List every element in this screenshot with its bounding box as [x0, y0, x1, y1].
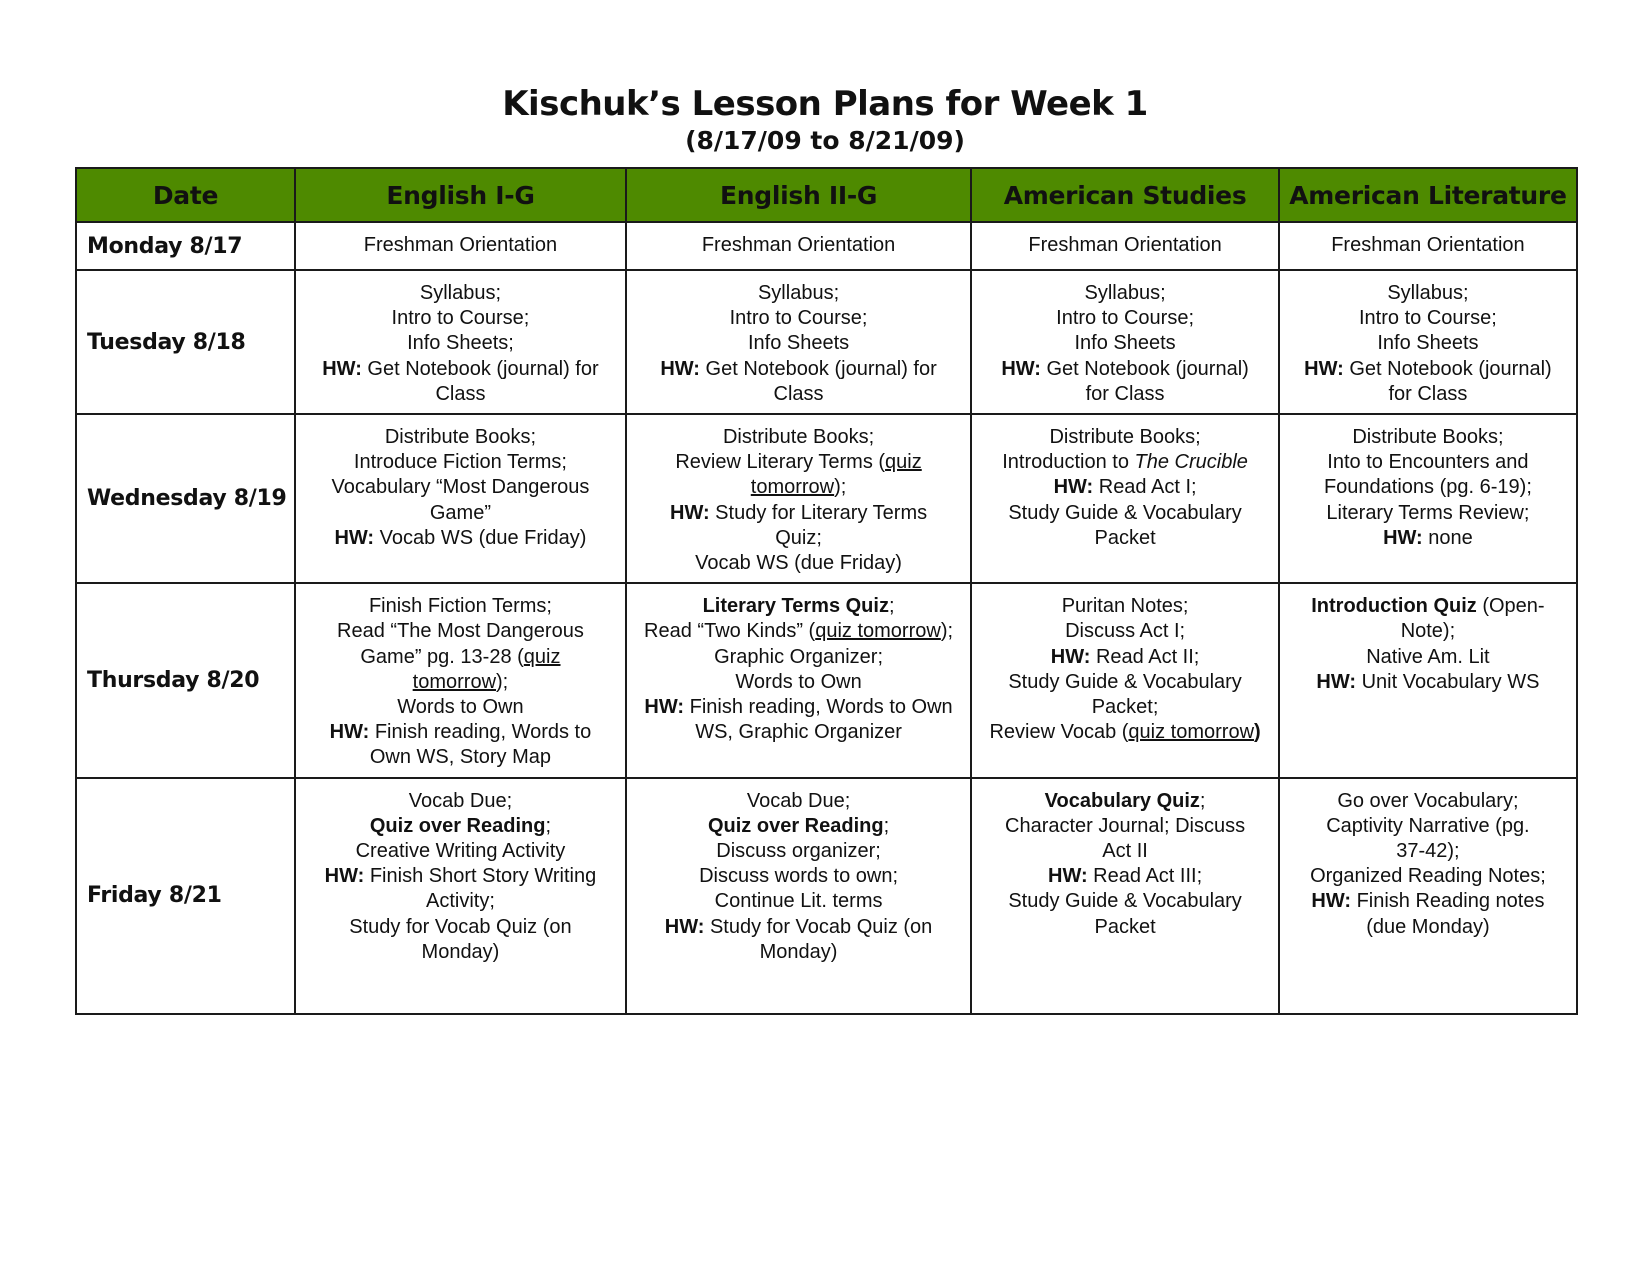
text-run: Get Notebook (journal)	[1343, 357, 1552, 380]
cell-line	[304, 789, 617, 814]
day-label: Wednesday 8/19	[76, 414, 295, 583]
cell-american-literature	[1279, 583, 1577, 777]
text-run: for Class	[1388, 382, 1468, 405]
cell-line	[304, 889, 617, 914]
text-run: Syllabus;	[757, 282, 840, 304]
text-run: Note);	[1400, 620, 1456, 643]
cell-line	[635, 526, 962, 551]
text-run: Syllabus;	[1387, 282, 1469, 304]
bold-text: )	[1254, 721, 1261, 744]
cell-line	[304, 501, 617, 526]
bold-text: HW:	[334, 526, 375, 549]
cell-line	[304, 331, 617, 356]
cell-line	[980, 889, 1270, 914]
bold-text: HW:	[1048, 865, 1088, 888]
text-run: Get Notebook (journal) for	[361, 357, 599, 380]
cell-line	[1288, 233, 1568, 258]
table-row-thursday	[76, 583, 1577, 777]
title-block	[0, 82, 1650, 156]
text-run: Captivity Narrative (pg.	[1326, 814, 1530, 837]
cell-line	[1288, 789, 1568, 814]
cell-line	[980, 382, 1270, 407]
text-run: Vocab Due;	[746, 789, 851, 812]
text-run: ;	[888, 595, 895, 618]
cell-line	[635, 670, 962, 695]
cell-line	[635, 450, 962, 475]
cell-line	[635, 645, 962, 670]
text-run: Into to Encounters and	[1327, 451, 1529, 474]
cell-american-literature	[1279, 270, 1577, 414]
cell-line	[635, 475, 962, 500]
bold-text: HW:	[670, 501, 710, 524]
text-run: );	[496, 670, 509, 693]
bold-text: HW:	[329, 721, 370, 744]
day-label: Tuesday 8/18	[76, 270, 295, 414]
text-run: Vocab WS (due Friday)	[374, 526, 587, 549]
text-run: ;	[883, 814, 890, 837]
cell-line	[304, 814, 617, 839]
text-run: Finish Fiction Terms;	[368, 595, 552, 618]
cell-line	[304, 526, 617, 551]
text-run: Distribute Books;	[1049, 426, 1201, 449]
page-subtitle: (8/17/09 to 8/21/09)	[685, 126, 965, 155]
cell-line	[304, 670, 617, 695]
text-run: Review Vocab (	[989, 721, 1129, 744]
text-run: Organized Reading Notes;	[1310, 865, 1546, 888]
bold-text: HW:	[1383, 526, 1423, 549]
text-run: Distribute Books;	[1352, 426, 1504, 449]
underlined-text: tomorrow	[750, 476, 835, 499]
table-row-tuesday	[76, 270, 1577, 414]
cell-line	[980, 915, 1270, 940]
cell-line	[980, 475, 1270, 500]
text-run: Monday)	[759, 940, 838, 963]
text-run: Syllabus;	[419, 282, 502, 304]
text-run: Activity;	[425, 890, 495, 913]
cell-line	[1288, 475, 1568, 500]
cell-line	[980, 357, 1270, 382]
cell-line	[980, 864, 1270, 889]
column-header-american-literature: American Literature	[1279, 168, 1577, 222]
cell-english-1g	[295, 778, 626, 1014]
text-run: Intro to Course;	[729, 307, 868, 330]
cell-line	[635, 789, 962, 814]
cell-line	[635, 839, 962, 864]
text-run: (due Monday)	[1366, 915, 1490, 938]
bold-text: HW:	[660, 357, 700, 380]
text-run: Game” pg. 13-28 (	[360, 645, 524, 668]
bold-text: Introduction Quiz	[1311, 595, 1477, 618]
text-run: Read “Two Kinds” (	[644, 620, 816, 643]
text-run: Discuss Act I;	[1065, 620, 1186, 643]
cell-line	[980, 839, 1270, 864]
text-run: Words to Own	[735, 670, 862, 693]
bold-text: Quiz over Reading	[369, 814, 546, 837]
text-run: Native Am. Lit	[1366, 645, 1490, 668]
cell-american-studies	[971, 222, 1279, 270]
text-run: Study for Literary Terms	[709, 501, 928, 524]
text-run: ;	[545, 814, 552, 837]
cell-american-studies	[971, 583, 1279, 777]
text-run: Freshman Orientation	[1331, 234, 1525, 257]
text-run: Read Act III;	[1087, 865, 1203, 888]
text-run: Introduce Fiction Terms;	[353, 451, 567, 474]
text-run: Quiz;	[775, 526, 822, 549]
cell-line	[304, 382, 617, 407]
text-run: Unit Vocabulary WS	[1356, 670, 1540, 693]
text-run: Discuss organizer;	[716, 840, 881, 863]
cell-line	[1288, 357, 1568, 382]
cell-line	[635, 501, 962, 526]
text-run: Study Guide & Vocabulary	[1008, 501, 1242, 524]
text-run: Creative Writing Activity	[355, 840, 566, 863]
column-header-english-1g: English I-G	[295, 168, 626, 222]
cell-line	[1288, 331, 1568, 356]
cell-line	[304, 720, 617, 745]
bold-text: Vocabulary Quiz	[1044, 789, 1200, 812]
cell-line	[1288, 839, 1568, 864]
text-run: Info Sheets;	[407, 332, 514, 355]
text-run: Finish reading, Words to Own	[684, 696, 953, 719]
bold-text: Quiz over Reading	[707, 814, 884, 837]
cell-line	[304, 745, 617, 770]
cell-english-2g	[626, 778, 971, 1014]
cell-american-studies	[971, 270, 1279, 414]
text-run: Intro to Course;	[1056, 307, 1194, 330]
text-run: Discuss words to own;	[699, 865, 899, 888]
text-run: Graphic Organizer;	[714, 645, 884, 668]
text-run: Study Guide & Vocabulary	[1008, 670, 1242, 693]
cell-line	[304, 233, 617, 258]
text-run: ;	[1199, 789, 1206, 812]
cell-line	[304, 450, 617, 475]
cell-line	[1288, 594, 1568, 619]
cell-line	[1288, 670, 1568, 695]
cell-line	[304, 915, 617, 940]
text-run: Vocab WS (due Friday)	[695, 552, 902, 575]
text-run: Read Act II;	[1090, 645, 1200, 668]
bold-text: HW:	[664, 915, 705, 938]
cell-line	[304, 357, 617, 382]
text-run: (Open-	[1476, 595, 1545, 618]
text-run: Introduction to	[1002, 451, 1135, 474]
cell-line	[304, 864, 617, 889]
lesson-plan-table	[75, 167, 1578, 1015]
header-row	[76, 168, 1577, 222]
cell-line	[980, 594, 1270, 619]
cell-line	[635, 940, 962, 965]
text-run: Packet	[1094, 915, 1156, 938]
cell-line	[304, 695, 617, 720]
cell-english-2g	[626, 583, 971, 777]
bold-text: HW:	[1311, 890, 1352, 913]
cell-line	[980, 814, 1270, 839]
cell-line	[635, 594, 962, 619]
cell-line	[635, 619, 962, 644]
day-label: Monday 8/17	[76, 222, 295, 270]
cell-line	[635, 425, 962, 450]
bold-text: HW:	[1050, 645, 1091, 668]
cell-line	[635, 281, 962, 306]
bold-text: Literary Terms Quiz	[702, 595, 889, 618]
text-run: Distribute Books;	[722, 426, 875, 449]
cell-line	[635, 814, 962, 839]
text-run: Intro to Course;	[391, 307, 530, 330]
cell-line	[980, 619, 1270, 644]
cell-line	[635, 720, 962, 745]
cell-line	[635, 864, 962, 889]
text-run: Own WS, Story Map	[369, 746, 552, 769]
cell-line	[635, 331, 962, 356]
column-header-english-2g: English II-G	[626, 168, 971, 222]
text-run: Info Sheets	[747, 332, 850, 355]
bold-text: HW:	[1304, 357, 1344, 380]
text-run: Foundations (pg. 6-19);	[1323, 476, 1532, 499]
text-run: Vocabulary “Most Dangerous	[331, 476, 590, 499]
cell-line	[980, 331, 1270, 356]
text-run: Distribute Books;	[384, 426, 537, 449]
cell-line	[1288, 425, 1568, 450]
cell-line	[980, 425, 1270, 450]
cell-american-literature	[1279, 222, 1577, 270]
bold-text: HW:	[644, 696, 685, 719]
column-header-american-studies: American Studies	[971, 168, 1279, 222]
cell-line	[304, 940, 617, 965]
cell-line	[304, 281, 617, 306]
text-run: Review Literary Terms (	[675, 451, 886, 474]
cell-line	[635, 306, 962, 331]
text-run: Finish Reading notes	[1351, 890, 1545, 913]
text-run: Freshman Orientation	[363, 234, 558, 257]
text-run: Monday)	[421, 940, 500, 963]
cell-line	[980, 670, 1270, 695]
underlined-text: quiz	[885, 451, 922, 474]
text-run: Freshman Orientation	[1028, 234, 1222, 257]
text-run: Study for Vocab Quiz (on	[349, 915, 572, 938]
cell-line	[980, 306, 1270, 331]
text-run: Intro to Course;	[1359, 307, 1497, 330]
text-run: Packet;	[1091, 696, 1159, 719]
cell-line	[1288, 889, 1568, 914]
text-run: Literary Terms Review;	[1326, 501, 1530, 524]
text-run: Info Sheets	[1377, 332, 1479, 355]
underlined-text: quiz tomorrow	[815, 620, 941, 643]
cell-line	[980, 695, 1270, 720]
cell-line	[1288, 864, 1568, 889]
cell-line	[635, 382, 962, 407]
cell-american-studies	[971, 414, 1279, 583]
text-run: Get Notebook (journal) for	[699, 357, 937, 380]
text-run: Packet	[1094, 526, 1156, 549]
text-run: Read Act I;	[1093, 476, 1197, 499]
text-run: none	[1422, 526, 1473, 549]
cell-line	[635, 889, 962, 914]
cell-line	[980, 281, 1270, 306]
cell-line	[1288, 915, 1568, 940]
cell-line	[1288, 814, 1568, 839]
text-run: Act II	[1102, 840, 1148, 863]
text-run: Vocab Due;	[408, 789, 513, 812]
cell-line	[1288, 645, 1568, 670]
underlined-text: tomorrow	[412, 670, 497, 693]
text-run: Get Notebook (journal)	[1040, 357, 1249, 380]
cell-line	[304, 425, 617, 450]
page-title: Kischuk’s Lesson Plans for Week 1	[502, 84, 1148, 124]
cell-english-1g	[295, 270, 626, 414]
cell-line	[1288, 501, 1568, 526]
cell-line	[635, 233, 962, 258]
cell-line	[980, 233, 1270, 258]
cell-english-2g	[626, 222, 971, 270]
cell-line	[1288, 306, 1568, 331]
text-run: Info Sheets	[1074, 332, 1176, 355]
text-run: for Class	[1085, 382, 1165, 405]
bold-text: HW:	[1053, 476, 1094, 499]
underlined-text: quiz	[523, 645, 561, 668]
cell-english-1g	[295, 222, 626, 270]
cell-line	[1288, 526, 1568, 551]
cell-line	[980, 450, 1270, 475]
cell-line	[980, 789, 1270, 814]
cell-line	[980, 526, 1270, 551]
text-run: 37-42);	[1396, 840, 1460, 863]
cell-line	[635, 357, 962, 382]
cell-line	[304, 619, 617, 644]
text-run: Study for Vocab Quiz (on	[704, 915, 933, 938]
bold-text: HW:	[1316, 670, 1357, 693]
table-row-wednesday	[76, 414, 1577, 583]
cell-american-literature	[1279, 414, 1577, 583]
cell-line	[304, 306, 617, 331]
bold-text: HW:	[324, 865, 365, 888]
cell-english-1g	[295, 583, 626, 777]
cell-english-1g	[295, 414, 626, 583]
cell-line	[1288, 281, 1568, 306]
bold-text: HW:	[1001, 357, 1041, 380]
cell-line	[304, 594, 617, 619]
text-run: Continue Lit. terms	[714, 890, 883, 913]
cell-english-2g	[626, 414, 971, 583]
cell-line	[980, 501, 1270, 526]
cell-line	[980, 720, 1270, 745]
text-run: Finish Short Story Writing	[364, 865, 597, 888]
cell-line	[980, 645, 1270, 670]
text-run: Read “The Most Dangerous	[337, 620, 584, 643]
cell-american-literature	[1279, 778, 1577, 1014]
cell-line	[304, 475, 617, 500]
text-run: WS, Graphic Organizer	[695, 721, 902, 744]
cell-line	[635, 915, 962, 940]
cell-american-studies	[971, 778, 1279, 1014]
text-run: Words to Own	[397, 696, 524, 719]
cell-line	[635, 551, 962, 576]
table-row-friday	[76, 778, 1577, 1014]
cell-line	[304, 839, 617, 864]
cell-line	[304, 645, 617, 670]
text-run: );	[940, 620, 954, 643]
text-run: );	[834, 476, 847, 499]
column-header-date: Date	[76, 168, 295, 222]
underlined-text: quiz tomorrow	[1128, 721, 1255, 744]
text-run: Character Journal; Discuss	[1005, 814, 1246, 837]
text-run: Class	[435, 382, 486, 405]
cell-english-2g	[626, 270, 971, 414]
cell-line	[1288, 619, 1568, 644]
text-run: Puritan Notes;	[1061, 595, 1189, 618]
day-label: Thursday 8/20	[76, 583, 295, 777]
cell-line	[1288, 382, 1568, 407]
day-label: Friday 8/21	[76, 778, 295, 1014]
cell-line	[635, 695, 962, 720]
text-run: Game”	[429, 501, 491, 524]
table-row-monday	[76, 222, 1577, 270]
text-run: Finish reading, Words to	[369, 721, 592, 744]
text-run: Study Guide & Vocabulary	[1008, 890, 1242, 913]
italic-text: The Crucible	[1134, 451, 1248, 474]
bold-text: HW:	[322, 357, 362, 380]
text-run: Class	[773, 382, 824, 405]
text-run: Syllabus;	[1084, 282, 1166, 304]
text-run: Freshman Orientation	[701, 234, 896, 257]
cell-line	[1288, 450, 1568, 475]
text-run: Go over Vocabulary;	[1337, 789, 1519, 812]
